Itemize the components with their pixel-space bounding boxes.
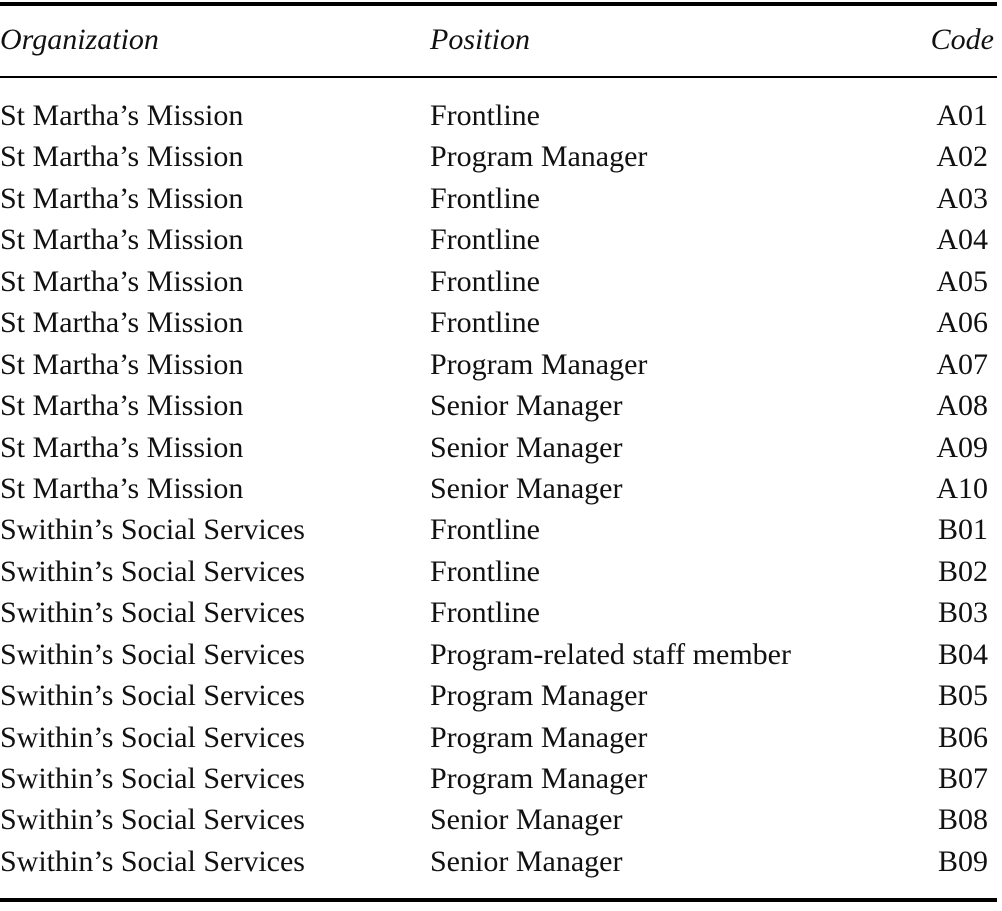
cell-organization: Swithin’s Social Services [0, 596, 305, 630]
cell-organization: St Martha’s Mission [0, 306, 244, 340]
cell-position: Frontline [430, 513, 540, 547]
cell-position: Program Manager [430, 347, 648, 381]
table-row [0, 800, 988, 840]
cell-position: Frontline [430, 264, 540, 298]
header-position: Position [430, 23, 531, 56]
cell-code: B09 [937, 844, 988, 878]
table-row [0, 510, 988, 550]
table-row [0, 718, 988, 758]
cell-position: Program Manager [430, 762, 648, 796]
cell-position: Frontline [430, 554, 540, 588]
cell-organization: St Martha’s Mission [0, 99, 244, 132]
cell-code: B03 [937, 596, 988, 630]
table-row [0, 96, 988, 136]
cell-code: A02 [936, 140, 988, 174]
cell-code: A05 [936, 264, 988, 298]
cell-code: A08 [936, 389, 988, 423]
cell-organization: St Martha’s Mission [0, 181, 244, 215]
cell-position: Program Manager [430, 720, 648, 754]
table-header-row [0, 20, 994, 60]
cell-organization: Swithin’s Social Services [0, 679, 305, 713]
cell-code: B04 [937, 637, 988, 671]
header-code: Code [930, 23, 994, 56]
cell-position: Program Manager [430, 140, 648, 174]
cell-code: A07 [936, 347, 988, 381]
cell-code: A01 [936, 99, 988, 132]
cell-position: Senior Manager [430, 389, 623, 423]
table-header-rule [0, 76, 997, 78]
cell-position: Senior Manager [430, 844, 623, 878]
table-row [0, 842, 988, 882]
table-row [0, 386, 988, 426]
cell-position: Senior Manager [430, 430, 623, 464]
table-row [0, 469, 988, 509]
table-row [0, 179, 988, 219]
cell-code: A06 [936, 306, 988, 340]
cell-organization: St Martha’s Mission [0, 223, 244, 257]
cell-organization: Swithin’s Social Services [0, 762, 305, 796]
cell-position: Program-related staff member [430, 637, 791, 671]
table-row [0, 552, 988, 592]
cell-code: A09 [936, 430, 988, 464]
table-row [0, 137, 988, 177]
table-row [0, 345, 988, 385]
cell-organization: Swithin’s Social Services [0, 637, 305, 671]
table-row [0, 303, 988, 343]
cell-organization: St Martha’s Mission [0, 430, 244, 464]
cell-organization: Swithin’s Social Services [0, 720, 305, 754]
table-row [0, 676, 988, 716]
cell-position: Senior Manager [430, 803, 623, 837]
table-bottom-rule [0, 898, 997, 902]
header-organization: Organization [0, 23, 159, 56]
cell-code: B05 [937, 679, 988, 713]
cell-code: B07 [937, 762, 988, 796]
cell-organization: Swithin’s Social Services [0, 554, 305, 588]
cell-code: A04 [936, 223, 988, 257]
cell-code: B08 [937, 803, 988, 837]
table-row [0, 220, 988, 260]
cell-position: Program Manager [430, 679, 648, 713]
cell-organization: St Martha’s Mission [0, 471, 244, 505]
cell-organization: Swithin’s Social Services [0, 513, 305, 547]
cell-organization: St Martha’s Mission [0, 347, 244, 381]
cell-code: B02 [937, 554, 988, 588]
cell-position: Senior Manager [430, 471, 623, 505]
cell-code: A10 [936, 471, 988, 505]
table-row [0, 262, 988, 302]
cell-position: Frontline [430, 596, 540, 630]
cell-position: Frontline [430, 99, 540, 132]
cell-code: B06 [937, 720, 988, 754]
cell-position: Frontline [430, 181, 540, 215]
cell-organization: St Martha’s Mission [0, 140, 244, 174]
cell-code: B01 [937, 513, 988, 547]
cell-organization: Swithin’s Social Services [0, 803, 305, 837]
cell-organization: Swithin’s Social Services [0, 844, 305, 878]
cell-code: A03 [936, 181, 988, 215]
cell-organization: St Martha’s Mission [0, 264, 244, 298]
table-row [0, 759, 988, 799]
cell-organization: St Martha’s Mission [0, 389, 244, 423]
cell-position: Frontline [430, 306, 540, 340]
table-top-rule [0, 2, 997, 6]
table-row [0, 428, 988, 468]
cell-position: Frontline [430, 223, 540, 257]
table-row [0, 635, 988, 675]
table-row [0, 593, 988, 633]
